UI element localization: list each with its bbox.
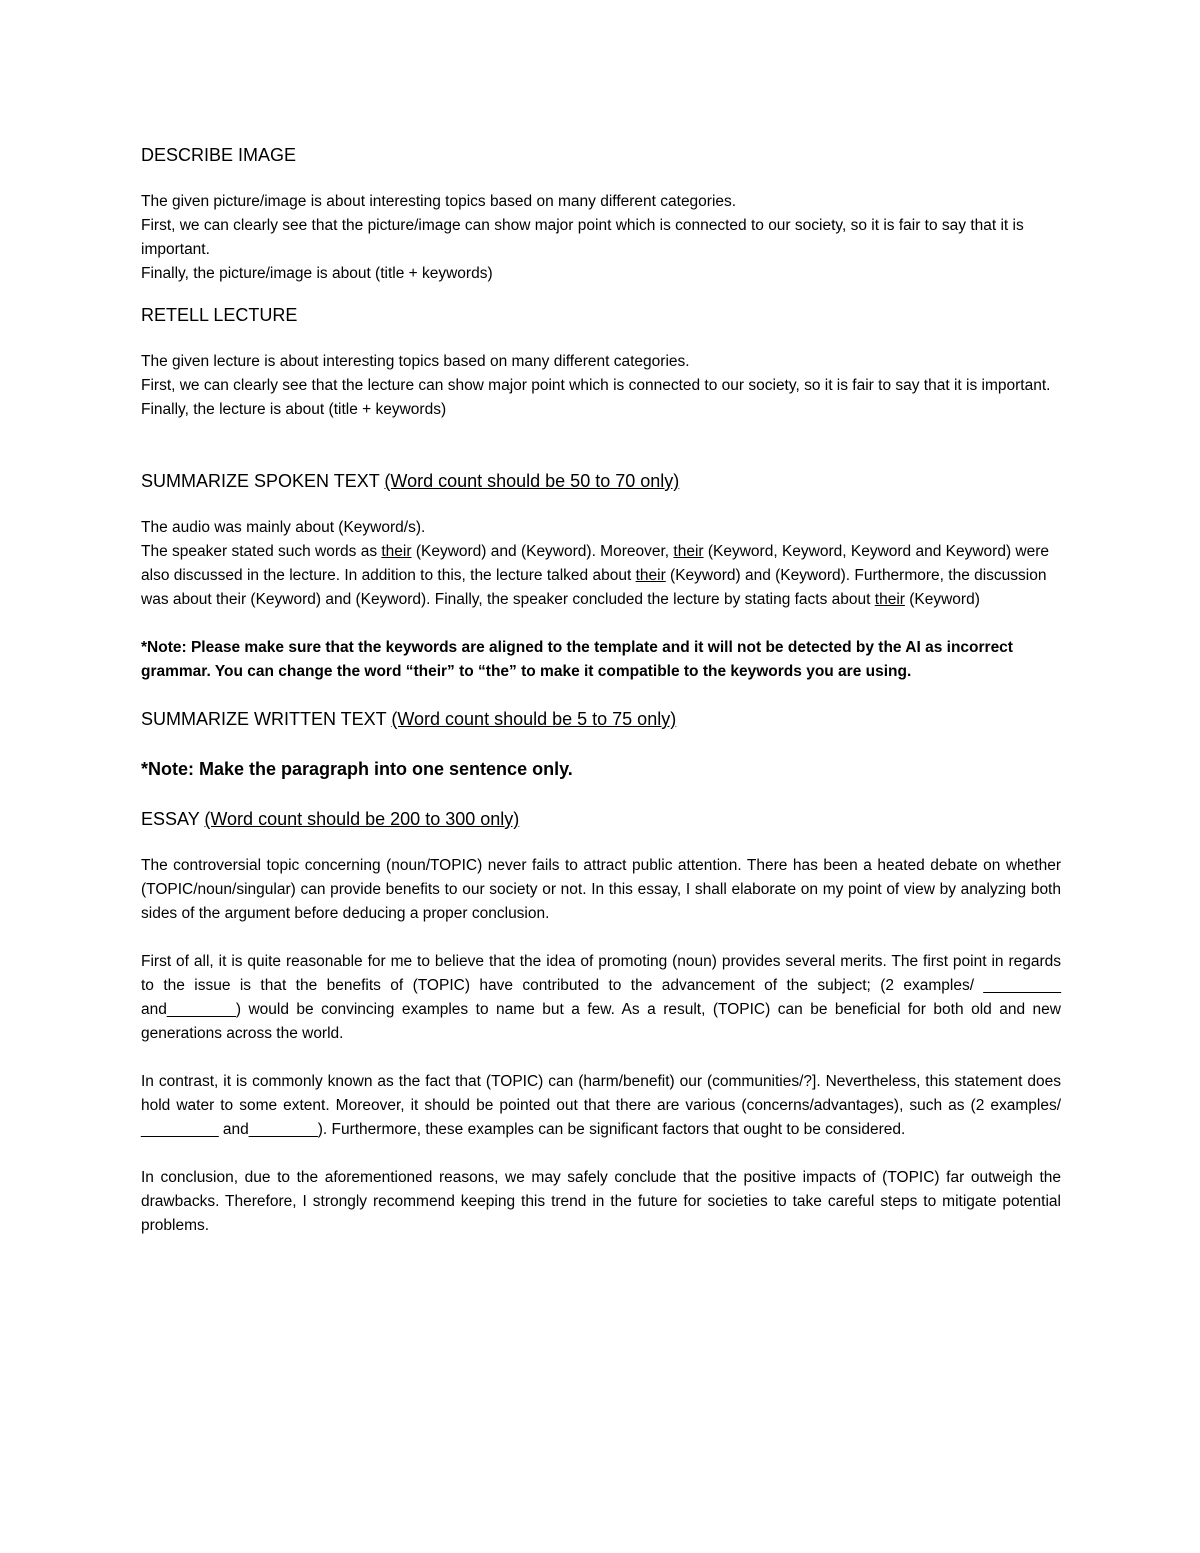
retell-lecture-line-1: The given lecture is about interesting topics based on many different categories. bbox=[141, 353, 690, 370]
essay-paragraph-body-2: In contrast, it is commonly known as the fact that (TOPIC) can (harm/benefit) our (communities/?]. Nevertheless, this statement does hold water to some extent. Moreover, it should be pointed out that there are various (concerns/advantages), such as (2 examples/ _________ and________). Furthermore, these examples can be significant factors that ought to be considered. bbox=[141, 1073, 1061, 1138]
essay-title: ESSAY bbox=[141, 809, 200, 829]
essay-paragraph-body-1: First of all, it is quite reasonable for me to believe that the idea of promoting (noun) provides several merits. The first point in regards to the issue is that the benefits of (TOPIC) have contributed to the advancement of the subject; (2 examples/ _________ and________) would be convincing examples to name but a few. As a result, (TOPIC) can be beneficial for both old and new generations across the world. bbox=[141, 953, 1061, 1042]
summarize-written-title: SUMMARIZE WRITTEN TEXT bbox=[141, 709, 387, 729]
retell-lecture-line-3: Finally, the lecture is about (title + keywords) bbox=[141, 401, 447, 418]
their-word: their bbox=[874, 591, 905, 608]
summarize-spoken-word-count: (Word count should be 50 to 70 only) bbox=[384, 471, 680, 491]
describe-image-line-3: Finally, the picture/image is about (title + keywords) bbox=[141, 265, 493, 282]
essay-heading bbox=[141, 804, 1061, 834]
template-text: The speaker stated such words as bbox=[141, 543, 382, 560]
template-text: (Keyword, Keyword, Keyword and Keyword) were also discussed in the lecture. In addition to this, the lecture talked about bbox=[141, 543, 1050, 584]
summarize-spoken-line-1: The audio was mainly about (Keyword/s). bbox=[141, 519, 426, 536]
their-word: their bbox=[381, 543, 412, 560]
summarize-spoken-template bbox=[141, 540, 1061, 612]
template-text: (Keyword) and (Keyword). Moreover, bbox=[411, 543, 674, 560]
retell-lecture-line-2: First, we can clearly see that the lecture can show major point which is connected to our society, so it is fair to say that it is important. bbox=[141, 377, 1051, 394]
summarize-written-note: *Note: Make the paragraph into one sentence only. bbox=[141, 759, 573, 779]
retell-lecture-heading: RETELL LECTURE bbox=[141, 305, 298, 325]
describe-image-line-1: The given picture/image is about interesting topics based on many different categories. bbox=[141, 193, 737, 210]
their-word: their bbox=[635, 567, 666, 584]
template-text: (Keyword) and (Keyword). Furthermore, the discussion was about their (Keyword) and (Keyword). Finally, the speaker concluded the lecture by stating facts about bbox=[141, 567, 1047, 608]
essay-word-count: (Word count should be 200 to 300 only) bbox=[204, 809, 520, 829]
essay-paragraph-intro: The controversial topic concerning (noun/TOPIC) never fails to attract public attention. There has been a heated debate on whether (TOPIC/noun/singular) can provide benefits to our society or not. In this essay, I shall elaborate on my point of view by analyzing both sides of the argument before deducing a proper conclusion. bbox=[141, 857, 1061, 922]
summarize-written-heading bbox=[141, 704, 1061, 734]
summarize-spoken-heading bbox=[141, 466, 1061, 496]
summarize-written-word-count: (Word count should be 5 to 75 only) bbox=[391, 709, 677, 729]
their-word: their bbox=[673, 543, 704, 560]
summarize-spoken-title: SUMMARIZE SPOKEN TEXT bbox=[141, 471, 380, 491]
essay-paragraph-conclusion: In conclusion, due to the aforementioned reasons, we may safely conclude that the positive impacts of (TOPIC) far outweigh the drawbacks. Therefore, I strongly recommend keeping this trend in the future for societies to take careful steps to mitigate potential problems. bbox=[141, 1169, 1061, 1234]
describe-image-line-2: First, we can clearly see that the picture/image can show major point which is connected to our society, so it is fair to say that it is important. bbox=[141, 217, 1024, 258]
describe-image-heading: DESCRIBE IMAGE bbox=[141, 145, 297, 165]
summarize-spoken-note: *Note: Please make sure that the keywords are aligned to the template and it will not be detected by the AI as incorrect grammar. You can change the word “their” to “the” to make it compatible to the keywords you are using. bbox=[141, 639, 1013, 680]
template-text: (Keyword) bbox=[904, 591, 980, 608]
document-page bbox=[141, 140, 1061, 1238]
